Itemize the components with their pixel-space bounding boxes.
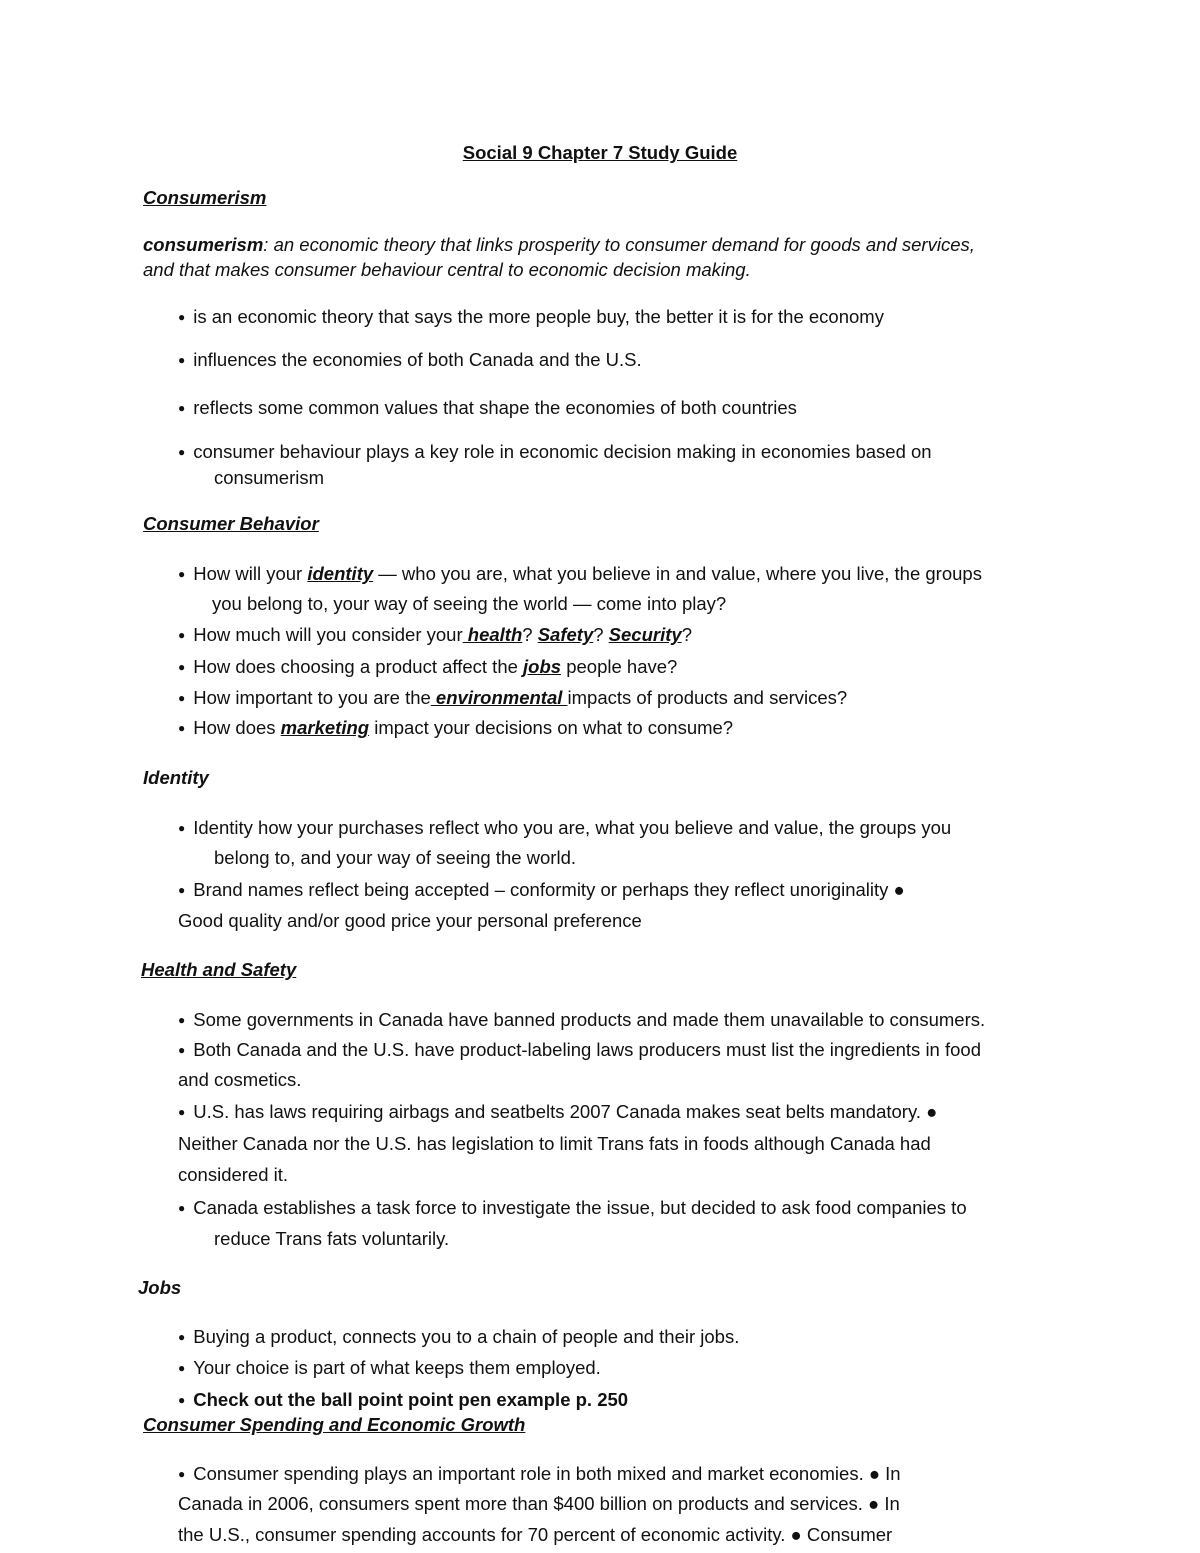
section-heading-consumer-behavior: Consumer Behavior bbox=[143, 513, 319, 534]
text-span: ? bbox=[681, 624, 692, 645]
list-item-continuation: and cosmetics. bbox=[178, 1069, 302, 1090]
text-span: ? bbox=[522, 624, 538, 645]
list-item bbox=[178, 562, 982, 588]
text-span: ? bbox=[593, 624, 609, 645]
keyword-safety: Safety bbox=[537, 624, 594, 645]
list-item-continuation: consumerism bbox=[214, 467, 324, 488]
list-item bbox=[178, 623, 692, 649]
list-item-continuation: belong to, and your way of seeing the world. bbox=[214, 847, 577, 868]
list-item bbox=[178, 655, 677, 681]
section-heading-consumerism: Consumerism bbox=[143, 187, 267, 208]
list-item-continuation: Neither Canada nor the U.S. has legislation to limit Trans fats in foods although Canada had bbox=[178, 1133, 931, 1154]
text-span: How does bbox=[193, 717, 281, 738]
text-span: How important to you are the bbox=[193, 687, 431, 708]
consumerism-definition-line2: and that makes consumer behaviour central to economic decision making. bbox=[143, 259, 751, 280]
list-item-continuation: Canada in 2006, consumers spent more than $400 billion on products and services. ● In bbox=[178, 1493, 900, 1514]
list-item-continuation: considered it. bbox=[178, 1164, 289, 1185]
list-item-continuation: Good quality and/or good price your personal preference bbox=[178, 910, 642, 931]
list-item: ● U.S. has laws requiring airbags and seatbelts 2007 Canada makes seat belts mandatory. ● bbox=[178, 1100, 937, 1126]
text-span: — who you are, what you believe in and value, where you live, the groups bbox=[373, 563, 982, 584]
list-item: ● Buying a product, connects you to a chain of people and their jobs. bbox=[178, 1325, 739, 1351]
list-item: ● consumer behaviour plays a key role in economic decision making in economies based on bbox=[178, 440, 932, 466]
list-item-continuation: you belong to, your way of seeing the world — come into play? bbox=[212, 593, 727, 614]
list-item: ● is an economic theory that says the more people buy, the better it is for the economy bbox=[178, 305, 884, 331]
consumerism-definition-line1 bbox=[143, 233, 975, 257]
keyword-identity: identity bbox=[307, 563, 374, 584]
section-heading-jobs: Jobs bbox=[138, 1277, 182, 1298]
section-heading-consumer-spending: Consumer Spending and Economic Growth bbox=[143, 1414, 526, 1435]
list-item: ● Identity how your purchases reflect who you are, what you believe and value, the groups you bbox=[178, 816, 951, 842]
keyword-marketing: marketing bbox=[280, 717, 370, 738]
list-item-continuation: reduce Trans fats voluntarily. bbox=[214, 1228, 450, 1249]
list-item bbox=[178, 716, 733, 742]
list-item bbox=[178, 686, 847, 712]
text-span: people have? bbox=[561, 656, 678, 677]
list-item: ● reflects some common values that shape the economies of both countries bbox=[178, 396, 797, 422]
text-span: How much will you consider your bbox=[193, 624, 463, 645]
section-heading-health-and-safety: Health and Safety bbox=[141, 959, 297, 980]
list-item: ● influences the economies of both Canada and the U.S. bbox=[178, 348, 642, 374]
text-span: How does choosing a product affect the bbox=[193, 656, 524, 677]
text-span: impact your decisions on what to consume? bbox=[369, 717, 734, 738]
section-heading-identity: Identity bbox=[143, 767, 209, 788]
list-item: ● Both Canada and the U.S. have product-labeling laws producers must list the ingredients in food bbox=[178, 1038, 981, 1064]
consumerism-term: consumerism bbox=[143, 234, 264, 255]
list-item: ● Check out the ball point point pen example p. 250 bbox=[178, 1388, 628, 1414]
text-span: How will your bbox=[193, 563, 308, 584]
text-span: impacts of products and services? bbox=[567, 687, 848, 708]
keyword-jobs: jobs bbox=[523, 656, 562, 677]
document-title: Social 9 Chapter 7 Study Guide bbox=[462, 142, 738, 163]
list-item-continuation: the U.S., consumer spending accounts for 70 percent of economic activity. ● Consumer bbox=[178, 1524, 893, 1545]
keyword-environmental: environmental bbox=[430, 687, 568, 708]
consumerism-definition-text: : an economic theory that links prosperity to consumer demand for goods and services, bbox=[263, 234, 975, 255]
list-item: ● Consumer spending plays an important role in both mixed and market economies. ● In bbox=[178, 1462, 901, 1488]
list-item: ● Brand names reflect being accepted – conformity or perhaps they reflect unoriginality ● bbox=[178, 878, 905, 904]
keyword-health: health bbox=[462, 624, 523, 645]
keyword-security: Security bbox=[608, 624, 682, 645]
list-item: ● Canada establishes a task force to investigate the issue, but decided to ask food companies to bbox=[178, 1196, 967, 1222]
list-item: ● Your choice is part of what keeps them employed. bbox=[178, 1356, 601, 1382]
list-item: ● Some governments in Canada have banned products and made them unavailable to consumers. bbox=[178, 1008, 985, 1034]
